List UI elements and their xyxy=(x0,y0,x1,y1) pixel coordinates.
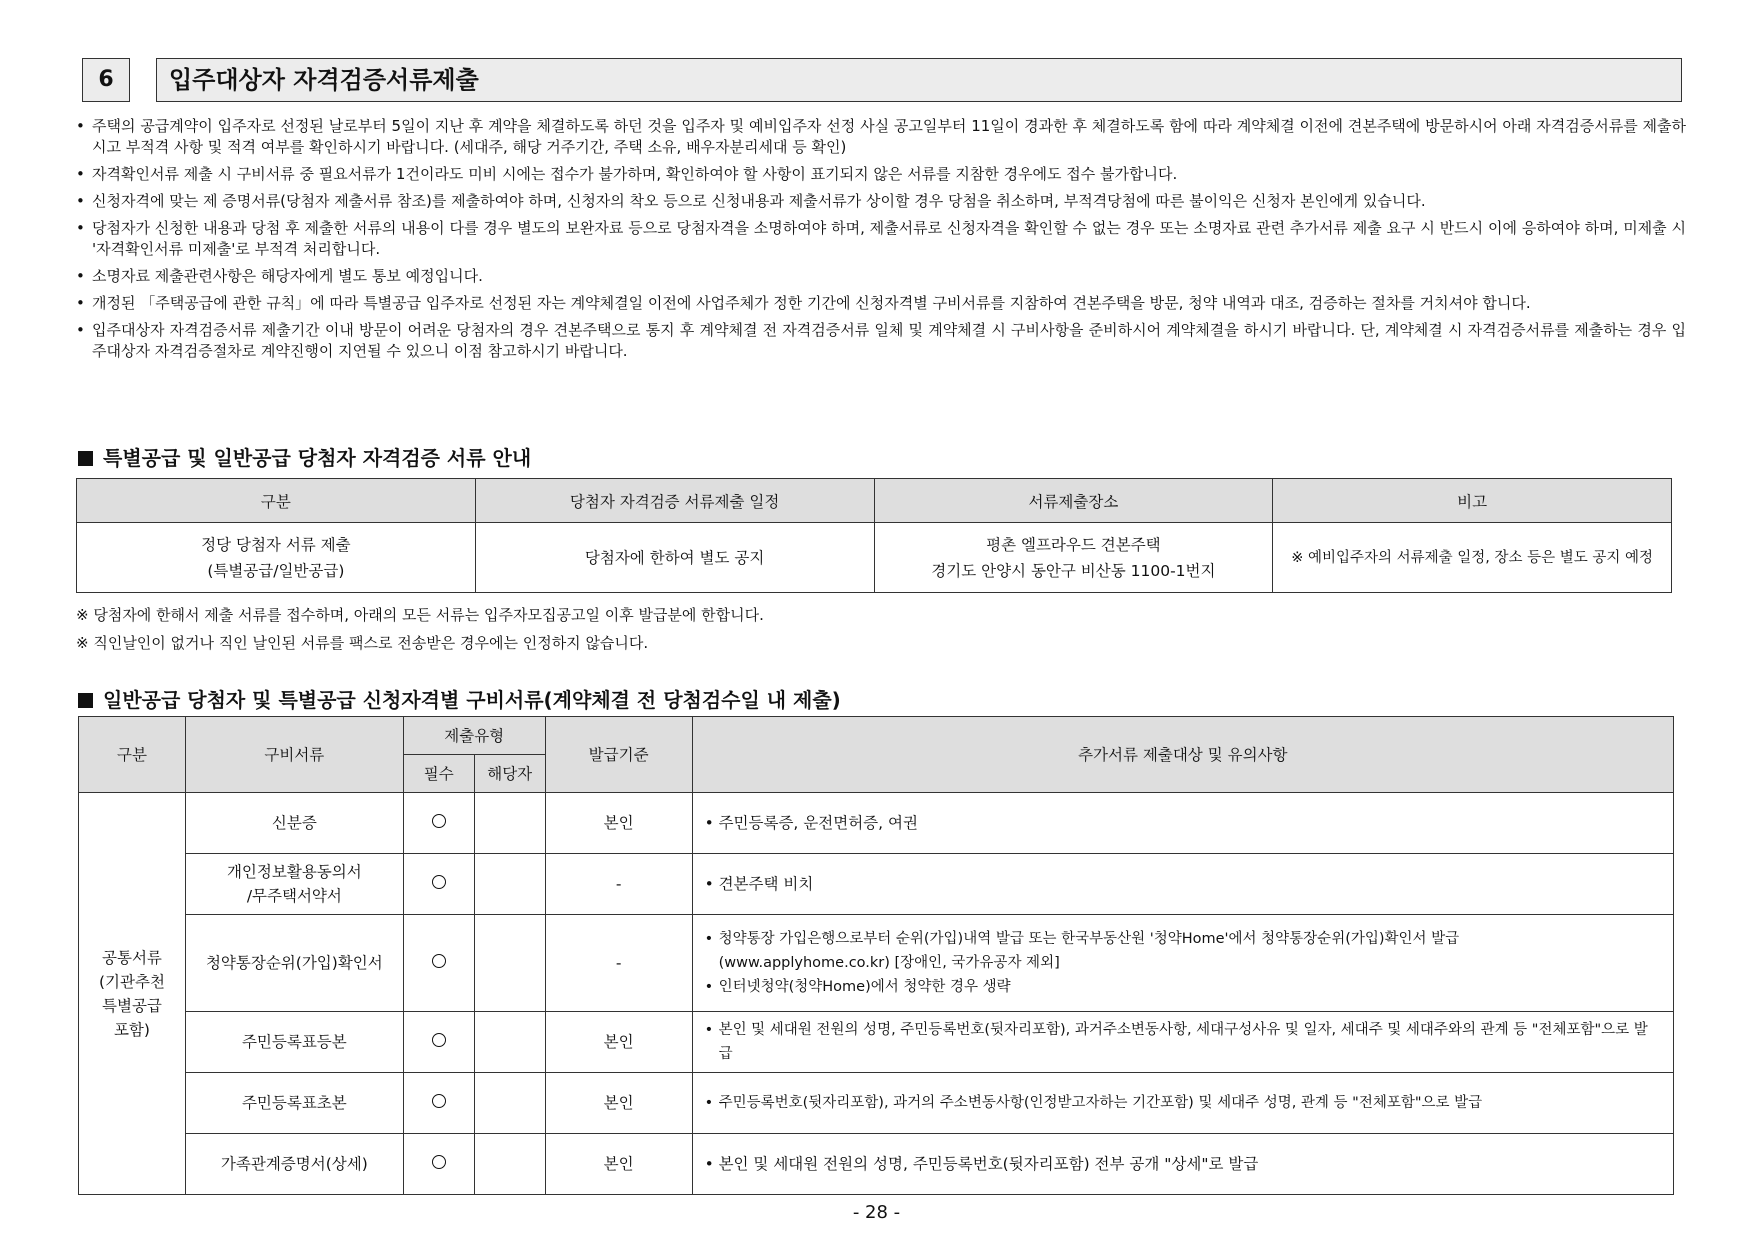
document-cell: 주민등록표초본 xyxy=(185,1073,403,1134)
section-header xyxy=(82,58,1682,102)
note-item-continued: (www.applyhome.co.kr) [장애인, 국가유공자 제외] xyxy=(718,955,1060,971)
notice-bullet: • 입주대상자 자격검증서류 제출기간 이내 방문이 어려운 당첨자의 경우 견본주택으로 통지 후 계약체결 전 자격검증서류 일체 및 계약체결 시 구비사항을 준비하시어 계약체결을 하시기 바랍니다. 단, 계약체결 시 자격검증서류를 제출하는 경우 입주대상자 자격검증절차로 계약진행이 지연될 수 있으니 이점 참고하시기 바랍니다. xyxy=(76,320,1686,362)
notice-bullet-list xyxy=(76,116,1686,368)
note-item: • 견본주택 비치 xyxy=(705,872,1661,896)
notes-cell xyxy=(692,1012,1673,1073)
basis-cell: 본인 xyxy=(545,793,692,854)
required-cell xyxy=(403,915,474,1012)
circle-mark-icon xyxy=(432,954,446,968)
place-name: 평촌 엘프라우드 견본주택 xyxy=(986,535,1161,554)
column-header: 당첨자 자격검증 서류제출 일정 xyxy=(475,479,874,523)
note-item: • 본인 및 세대원 전원의 성명, 주민등록번호(뒷자리포함), 과거주소변동사항, 세대구성사유 및 일자, 세대주 및 세대주와의 관계 등 "전체포함"으로 발급 xyxy=(705,1018,1661,1066)
notice-bullet: • 소명자료 제출관련사항은 해당자에게 별도 통보 예정입니다. xyxy=(76,266,1686,287)
table-row xyxy=(79,1134,1674,1195)
group-cell xyxy=(79,793,186,1195)
circle-mark-icon xyxy=(432,1155,446,1169)
column-header: 구분 xyxy=(79,717,186,793)
notice-bullet: • 당첨자가 신청한 내용과 당첨 후 제출한 서류의 내용이 다를 경우 별도의 보완자료 등으로 당첨자격을 소명하여야 하며, 제출서류로 신청자격을 확인할 수 없는 경우 또는 소명자료 관련 추가서류 제출 요구 시 반드시 이에 응하여야 하며, 미제출 시 '자격확인서류 미제출'로 부적격 처리합니다. xyxy=(76,218,1686,260)
table-row xyxy=(79,854,1674,915)
column-header: 추가서류 제출대상 및 유의사항 xyxy=(692,717,1673,793)
basis-cell: - xyxy=(545,854,692,915)
required-cell xyxy=(403,1012,474,1073)
section-title: 입주대상자 자격검증서류제출 xyxy=(156,58,1682,102)
notes-cell xyxy=(692,793,1673,854)
place-address: 경기도 안양시 동안구 비산동 1100-1번지 xyxy=(931,561,1216,580)
page-number: - 28 - xyxy=(852,1202,901,1223)
column-header: 비고 xyxy=(1273,479,1672,523)
group-line: 포함) xyxy=(113,1020,150,1039)
circle-mark-icon xyxy=(432,1094,446,1108)
note-line: ※ 당첨자에 한해서 제출 서류를 접수하며, 아래의 모든 서류는 입주자모집공고일 이후 발급분에 한합니다. xyxy=(76,606,764,624)
square-bullet-icon xyxy=(78,693,93,708)
table-row xyxy=(79,793,1674,854)
verification-schedule-table xyxy=(76,478,1672,593)
table-header-row xyxy=(79,717,1674,755)
square-bullet-icon xyxy=(78,451,93,466)
document-cell: 신분증 xyxy=(185,793,403,854)
category-cell xyxy=(77,523,476,593)
column-header: 구분 xyxy=(77,479,476,523)
document-line: 개인정보활용동의서 xyxy=(226,863,362,881)
circle-mark-icon xyxy=(432,875,446,889)
note-item: • 청약통장 가입은행으로부터 순위(가입)내역 발급 또는 한국부동산원 '청약Home'에서 청약통장순위(가입)확인서 발급 xyxy=(705,927,1661,951)
notes-cell xyxy=(692,1134,1673,1195)
column-header: 제출유형 xyxy=(403,717,545,755)
required-cell xyxy=(403,1073,474,1134)
table1-heading xyxy=(78,442,531,471)
note-item: • 본인 및 세대원 전원의 성명, 주민등록번호(뒷자리포함) 전부 공개 "상세"로 발급 xyxy=(705,1152,1661,1176)
table1-title: 특별공급 및 일반공급 당첨자 자격검증 서류 안내 xyxy=(103,446,532,470)
note-item: • 주민등록증, 운전면허증, 여권 xyxy=(705,811,1661,835)
applicable-cell xyxy=(474,1134,545,1195)
category-line: 정당 당첨자 서류 제출 xyxy=(201,535,351,554)
table1-notes xyxy=(76,601,764,657)
column-header: 필수 xyxy=(403,755,474,793)
section-number: 6 xyxy=(82,58,130,102)
applicable-cell xyxy=(474,915,545,1012)
document-line: /무주택서약서 xyxy=(246,887,342,905)
basis-cell: - xyxy=(545,915,692,1012)
document-cell xyxy=(185,854,403,915)
category-line: (특별공급/일반공급) xyxy=(207,561,345,580)
circle-mark-icon xyxy=(432,1033,446,1047)
table-row xyxy=(79,915,1674,1012)
notice-bullet: • 주택의 공급계약이 입주자로 선정된 날로부터 5일이 지난 후 계약을 체결하도록 하던 것을 입주자 및 예비입주자 선정 사실 공고일부터 11일이 경과한 후 체결하도록 함에 따라 계약체결 이전에 견본주택에 방문하시어 아래 자격검증서류를 제출하시고 부적격 사항 및 적격 여부를 확인하시기 바랍니다. (세대주, 해당 거주기간, 주택 소유, 배우자분리세대 등 확인) xyxy=(76,116,1686,158)
basis-cell: 본인 xyxy=(545,1134,692,1195)
table-row xyxy=(79,1012,1674,1073)
applicable-cell xyxy=(474,793,545,854)
group-line: (기관추천 xyxy=(98,972,165,991)
column-header: 구비서류 xyxy=(185,717,403,793)
group-line: 특별공급 xyxy=(102,996,162,1015)
document-cell: 청약통장순위(가입)확인서 xyxy=(185,915,403,1012)
table-row xyxy=(77,523,1672,593)
applicable-cell xyxy=(474,854,545,915)
required-cell xyxy=(403,854,474,915)
note-item: • 인터넷청약(청약Home)에서 청약한 경우 생략 xyxy=(705,975,1661,999)
document-cell: 주민등록표등본 xyxy=(185,1012,403,1073)
table-header-row xyxy=(77,479,1672,523)
circle-mark-icon xyxy=(432,814,446,828)
notes-cell xyxy=(692,1073,1673,1134)
basis-cell: 본인 xyxy=(545,1073,692,1134)
table2-title: 일반공급 당첨자 및 특별공급 신청자격별 구비서류(계약체결 전 당첨검수일 내 제출) xyxy=(103,688,841,712)
notice-bullet: • 자격확인서류 제출 시 구비서류 중 필요서류가 1건이라도 미비 시에는 접수가 불가하며, 확인하여야 할 사항이 표기되지 않은 서류를 지참한 경우에도 접수 불가합니다. xyxy=(76,164,1686,185)
applicable-cell xyxy=(474,1073,545,1134)
note-cell: ※ 예비입주자의 서류제출 일정, 장소 등은 별도 공지 예정 xyxy=(1273,523,1672,593)
required-cell xyxy=(403,793,474,854)
notice-bullet: • 신청자격에 맞는 제 증명서류(당첨자 제출서류 참조)를 제출하여야 하며, 신청자의 착오 등으로 신청내용과 제출서류가 상이할 경우 당첨을 취소하며, 부적격당첨에 따른 불이익은 신청자 본인에게 있습니다. xyxy=(76,191,1686,212)
place-cell xyxy=(874,523,1273,593)
group-line: 공통서류 xyxy=(102,948,162,967)
column-header: 발급기준 xyxy=(545,717,692,793)
table2-heading xyxy=(78,684,841,713)
applicable-cell xyxy=(474,1012,545,1073)
table-row xyxy=(79,1073,1674,1134)
schedule-cell: 당첨자에 한하여 별도 공지 xyxy=(475,523,874,593)
basis-cell: 본인 xyxy=(545,1012,692,1073)
required-documents-table xyxy=(78,716,1674,1195)
note-line: ※ 직인날인이 없거나 직인 날인된 서류를 팩스로 전송받은 경우에는 인정하지 않습니다. xyxy=(76,634,649,652)
notice-bullet: • 개정된 「주택공급에 관한 규칙」에 따라 특별공급 입주자로 선정된 자는 계약체결일 이전에 사업주체가 정한 기간에 신청자격별 구비서류를 지참하여 견본주택을 방문, 청약 내역과 대조, 검증하는 절차를 거치셔야 합니다. xyxy=(76,293,1686,314)
required-cell xyxy=(403,1134,474,1195)
note-item: • 주민등록번호(뒷자리포함), 과거의 주소변동사항(인정받고자하는 기간포함) 및 세대주 성명, 관계 등 "전체포함"으로 발급 xyxy=(705,1091,1661,1115)
document-cell: 가족관계증명서(상세) xyxy=(185,1134,403,1195)
column-header: 해당자 xyxy=(474,755,545,793)
notes-cell xyxy=(692,854,1673,915)
notes-cell xyxy=(692,915,1673,1012)
column-header: 서류제출장소 xyxy=(874,479,1273,523)
